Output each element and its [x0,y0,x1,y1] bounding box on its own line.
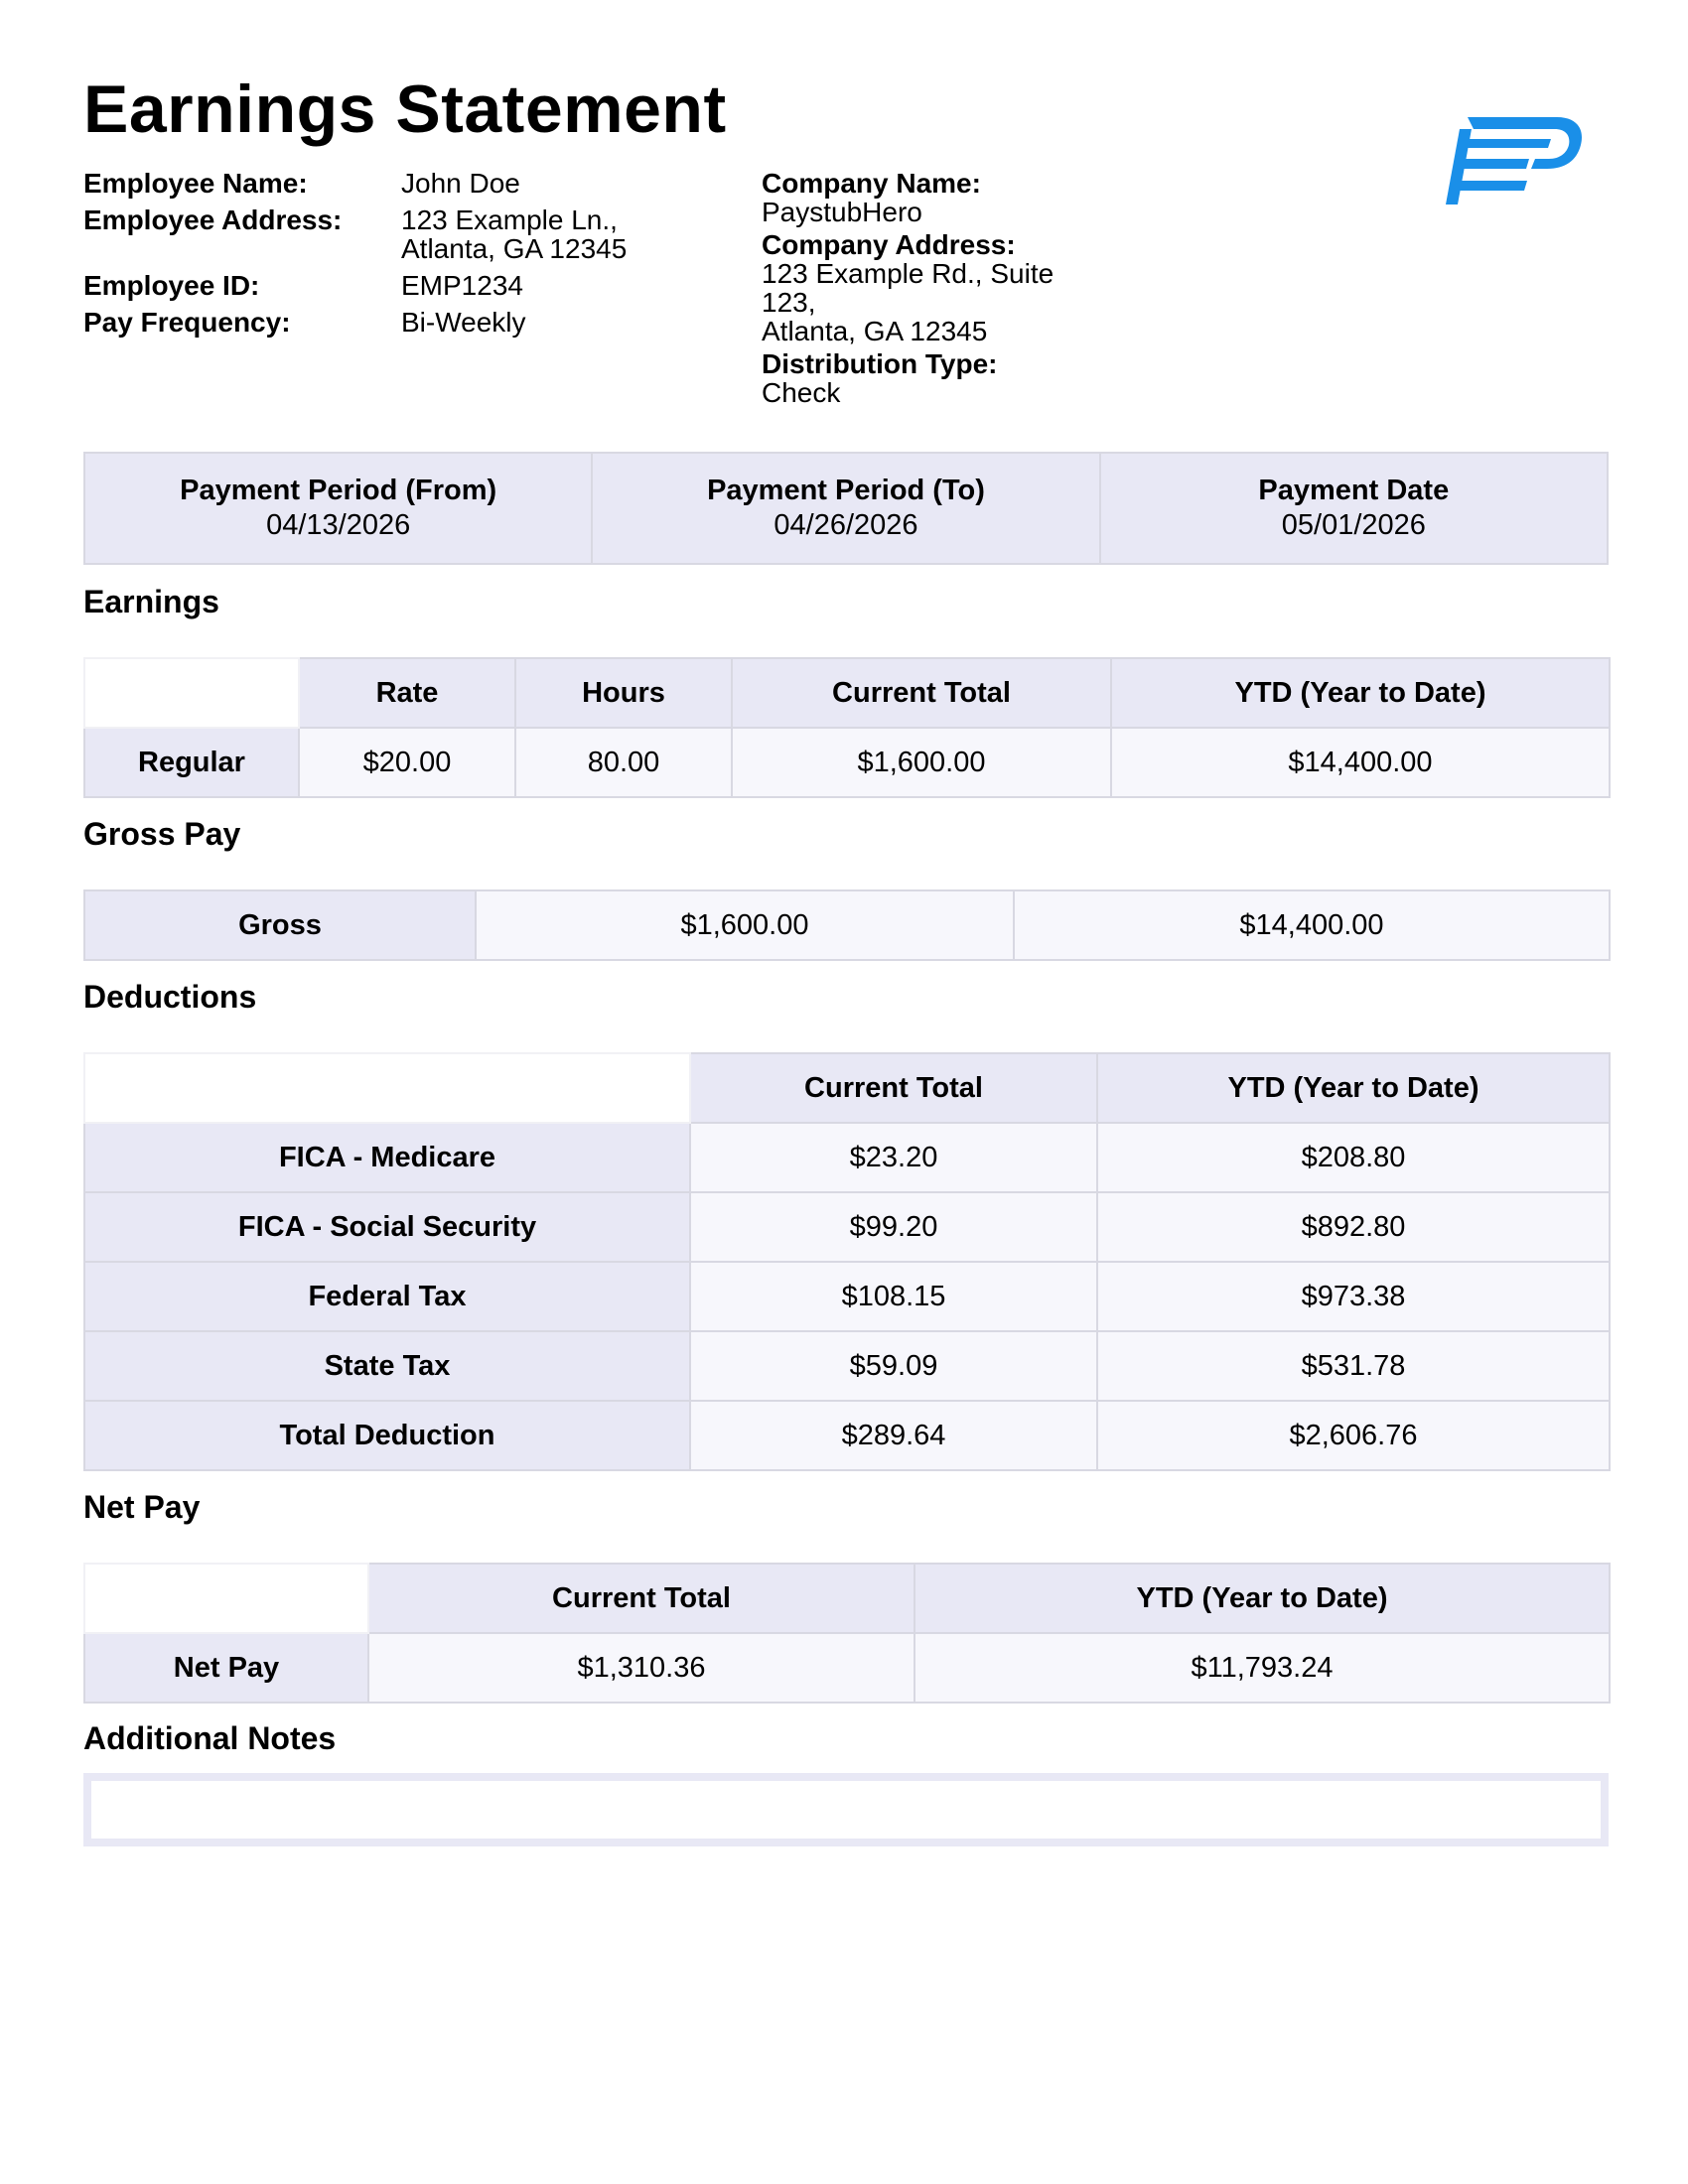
payment-date-cell [1100,453,1608,564]
ytd-value: $208.80 [1097,1123,1610,1192]
deductions-table [83,1052,1611,1471]
distribution-type-label: Distribution Type: [762,348,998,379]
table-row [84,1633,1610,1703]
current-total-value: $108.15 [690,1262,1097,1331]
rate-value: $20.00 [299,728,515,797]
employee-id-label: Employee ID: [83,270,260,301]
current-total-value: $289.64 [690,1401,1097,1470]
row-label: Regular [84,728,299,797]
ytd-value: $2,606.76 [1097,1401,1610,1470]
row-label: Gross [84,890,476,960]
table-header-row [84,1564,1610,1633]
row-label: State Tax [84,1331,690,1401]
column-header: YTD (Year to Date) [1097,1053,1610,1123]
ytd-value: $531.78 [1097,1331,1610,1401]
payment-date-value: 05/01/2026 [1281,509,1426,541]
row-label: Federal Tax [84,1262,690,1331]
net-pay-heading: Net Pay [83,1489,201,1525]
period-from-cell [84,453,592,564]
row-label: FICA - Medicare [84,1123,690,1192]
company-info [762,169,1119,411]
table-header-row [84,658,1610,728]
employee-name: John Doe [401,168,520,199]
table-row [84,728,1610,797]
column-header: YTD (Year to Date) [914,1564,1610,1633]
company-address-label: Company Address: [762,229,1016,260]
hours-value: 80.00 [515,728,732,797]
period-from-value: 04/13/2026 [266,509,411,541]
period-to-cell [592,453,1099,564]
company-address: 123 Example Rd., Suite 123, Atlanta, GA 12345 [762,258,1055,346]
ytd-value: $892.80 [1097,1192,1610,1262]
employee-address-label: Employee Address: [83,205,343,235]
gross-current-value: $1,600.00 [476,890,1014,960]
column-header: Current Total [368,1564,914,1633]
row-label: FICA - Social Security [84,1192,690,1262]
company-name-label: Company Name: [762,168,981,199]
table-row [84,890,1610,960]
gross-ytd-value: $14,400.00 [1014,890,1610,960]
payment-period-table [83,452,1609,565]
column-header: Hours [515,658,732,728]
page-title: Earnings Statement [83,71,727,147]
pay-frequency-label: Pay Frequency: [83,307,291,338]
employee-address: 123 Example Ln., Atlanta, GA 12345 [401,205,628,264]
column-header: Current Total [732,658,1111,728]
company-name: PaystubHero [762,197,922,227]
column-header: YTD (Year to Date) [1111,658,1610,728]
current-total-value: $1,600.00 [732,728,1111,797]
payment-date-label: Payment Date [1258,475,1450,506]
table-row [84,1192,1610,1262]
earnings-heading: Earnings [83,584,219,619]
paystubhero-logo-icon [1446,115,1585,206]
table-row [84,1262,1610,1331]
distribution-type: Check [762,377,841,408]
net-pay-table [83,1563,1611,1704]
row-label: Net Pay [84,1633,368,1703]
empty-header-cell [84,658,299,728]
additional-notes-box [83,1773,1609,1846]
period-to-label: Payment Period (To) [707,475,985,506]
net-current-value: $1,310.36 [368,1633,914,1703]
gross-pay-heading: Gross Pay [83,816,241,852]
table-row [84,1331,1610,1401]
table-row [84,1401,1610,1470]
employee-id: EMP1234 [401,270,523,301]
ytd-value: $14,400.00 [1111,728,1610,797]
row-label: Total Deduction [84,1401,690,1470]
ytd-value: $973.38 [1097,1262,1610,1331]
period-to-value: 04/26/2026 [774,509,918,541]
empty-header-cell [84,1053,690,1123]
net-ytd-value: $11,793.24 [914,1633,1610,1703]
deductions-heading: Deductions [83,979,257,1015]
current-total-value: $59.09 [690,1331,1097,1401]
pay-frequency: Bi-Weekly [401,307,526,338]
employee-name-label: Employee Name: [83,168,308,199]
table-header-row [84,1053,1610,1123]
employee-info [83,169,719,344]
period-from-label: Payment Period (From) [180,475,497,506]
additional-notes-heading: Additional Notes [83,1720,337,1756]
column-header: Current Total [690,1053,1097,1123]
empty-header-cell [84,1564,368,1633]
earnings-table [83,657,1611,798]
gross-pay-table [83,889,1611,961]
column-header: Rate [299,658,515,728]
current-total-value: $99.20 [690,1192,1097,1262]
table-row [84,1123,1610,1192]
current-total-value: $23.20 [690,1123,1097,1192]
